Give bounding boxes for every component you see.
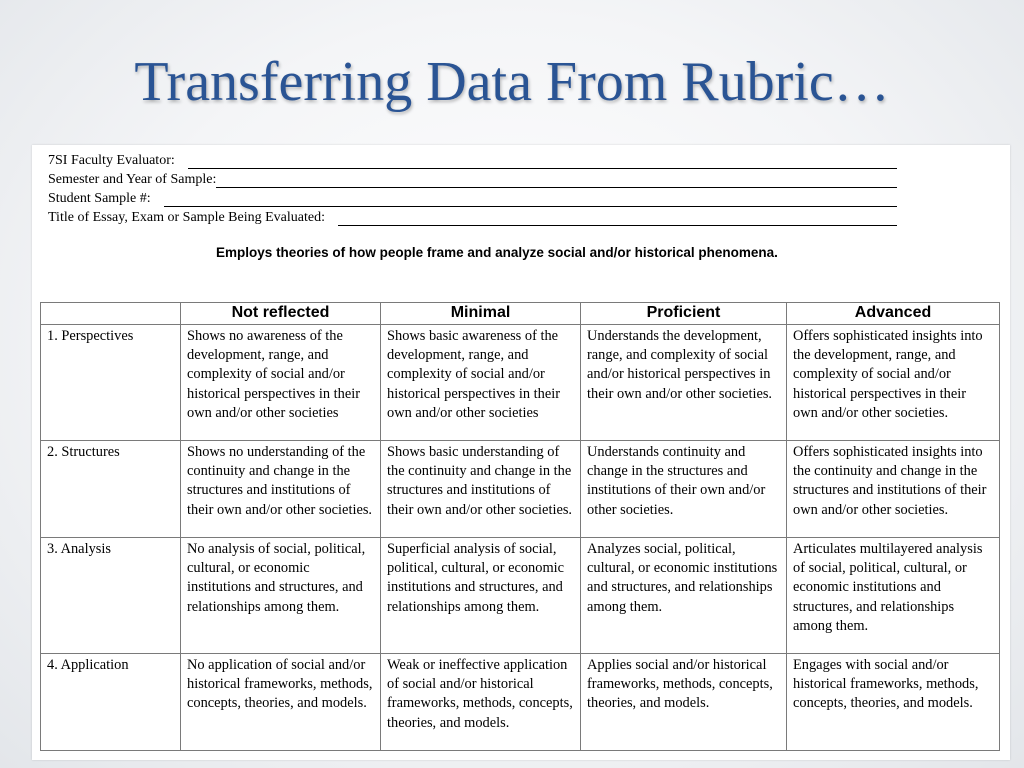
header-not-reflected: Not reflected [181,303,381,325]
row-label: 1. Perspectives [41,325,181,441]
cell-proficient: Understands continuity and change in the structures and institutions of their own and/or other societies. [581,441,787,538]
cell-advanced: Offers sophisticated insights into the development, range, and complexity of social and/or historical perspectives in their own and/or other societies. [787,325,1000,441]
rubric-row-structures [41,441,1000,538]
row-label: 2. Structures [41,441,181,538]
header-proficient: Proficient [581,303,787,325]
rubric-heading: Employs theories of how people frame and analyze social and/or historical phenomena. [216,245,778,260]
rubric-row-perspectives [41,325,1000,441]
cell-minimal: Weak or ineffective application of social and/or historical frameworks, methods, concepts, theories, and models. [381,654,581,751]
cell-advanced: Articulates multilayered analysis of social, political, cultural, or economic institutions and structures, and relationships among them. [787,538,1000,654]
semester-year-label: Semester and Year of Sample: [48,172,217,187]
faculty-evaluator-blank[interactable] [188,154,897,169]
row-label: 4. Application [41,654,181,751]
cell-minimal: Shows basic awareness of the development, range, and complexity of social and/or historical perspectives in their own and/or other societies [381,325,581,441]
cell-proficient: Applies social and/or historical frameworks, methods, concepts, theories, and models. [581,654,787,751]
cell-proficient: Analyzes social, political, cultural, or economic institutions and structures, and relationships among them. [581,538,787,654]
sample-title-field [48,207,897,226]
rubric-document [32,145,1010,760]
cell-not-reflected: No analysis of social, political, cultural, or economic institutions and structures, and relationships among them. [181,538,381,654]
student-sample-label: Student Sample #: [48,191,158,206]
rubric-header-row [41,303,1000,325]
cell-advanced: Engages with social and/or historical frameworks, methods, concepts, theories, and models. [787,654,1000,751]
sample-title-blank[interactable] [338,211,897,226]
cell-not-reflected: No application of social and/or historical frameworks, methods, concepts, theories, and models. [181,654,381,751]
sample-title-label: Title of Essay, Exam or Sample Being Evaluated: [48,210,332,225]
header-criteria [41,303,181,325]
semester-year-blank[interactable] [216,173,897,188]
rubric-row-analysis [41,538,1000,654]
cell-minimal: Shows basic understanding of the continuity and change in the structures and institutions of their own and/or other societies. [381,441,581,538]
row-label: 3. Analysis [41,538,181,654]
semester-year-field [48,169,897,188]
rubric-row-application [41,654,1000,751]
cell-advanced: Offers sophisticated insights into the continuity and change in the structures and institutions of their own and/or other societies. [787,441,1000,538]
faculty-evaluator-label: 7SI Faculty Evaluator: [48,153,182,168]
cell-proficient: Understands the development, range, and complexity of social and/or historical perspectives in their own and/or other societies. [581,325,787,441]
header-advanced: Advanced [787,303,1000,325]
cell-not-reflected: Shows no awareness of the development, range, and complexity of social and/or historical perspectives in their own and/or other societies [181,325,381,441]
cell-not-reflected: Shows no understanding of the continuity and change in the structures and institutions of their own and/or other societies. [181,441,381,538]
header-minimal: Minimal [381,303,581,325]
faculty-evaluator-field [48,150,897,169]
student-sample-blank[interactable] [164,192,897,207]
cell-minimal: Superficial analysis of social, political, cultural, or economic institutions and structures, and relationships among them. [381,538,581,654]
student-sample-field [48,188,897,207]
rubric-table [40,302,1000,751]
slide-title: Transferring Data From Rubric… [134,51,890,113]
